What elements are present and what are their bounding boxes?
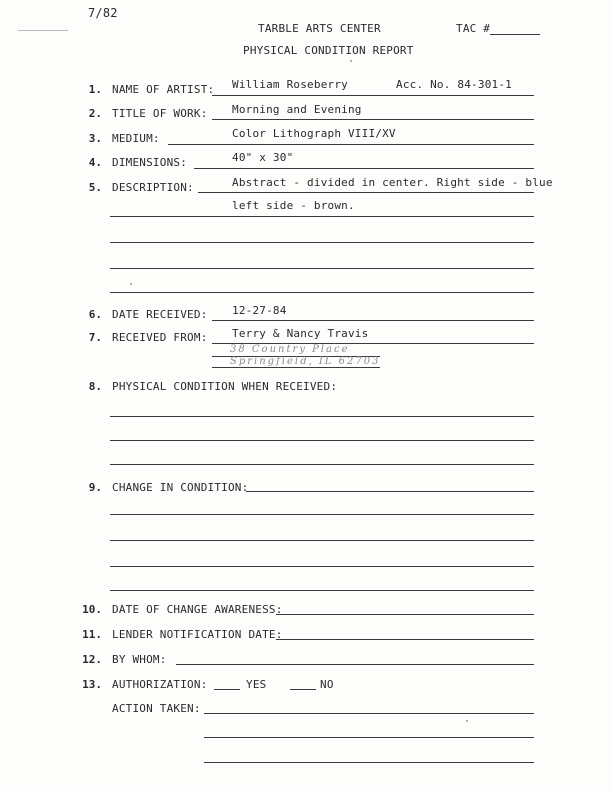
yes-checkbox-line[interactable] xyxy=(214,689,240,690)
date-received-value: 12-27-84 xyxy=(232,304,287,317)
field-label-title: TITLE OF WORK: xyxy=(112,107,208,120)
address-line-1: 38 Country Place xyxy=(230,344,350,355)
field-label-date-received: DATE RECEIVED: xyxy=(112,308,208,321)
field-number: 13. xyxy=(82,678,102,691)
field-number: 5. xyxy=(88,181,102,194)
field-number: 4. xyxy=(88,156,102,169)
medium-line[interactable] xyxy=(168,144,534,145)
description-line[interactable] xyxy=(198,192,534,193)
field-number: 3. xyxy=(88,132,102,145)
field-number: 6. xyxy=(88,308,102,321)
date-mark: 7/82 xyxy=(88,6,118,20)
org-name: TARBLE ARTS CENTER xyxy=(258,22,381,35)
condition-line[interactable] xyxy=(110,416,534,417)
field-number: 8. xyxy=(88,380,102,393)
no-checkbox-line[interactable] xyxy=(290,689,316,690)
date-received-line[interactable] xyxy=(212,320,534,321)
no-label: NO xyxy=(320,678,334,691)
change-line[interactable] xyxy=(246,491,534,492)
artist-line[interactable] xyxy=(212,95,534,96)
change-line[interactable] xyxy=(110,540,534,541)
field-number: 9. xyxy=(88,481,102,494)
field-label-change-awareness: DATE OF CHANGE AWARENESS: xyxy=(112,603,283,616)
field-label-authorization: AUTHORIZATION: xyxy=(112,678,208,691)
medium-value: Color Lithograph VIII/XV xyxy=(232,127,396,140)
field-label-dimensions: DIMENSIONS: xyxy=(112,156,188,169)
description-line[interactable] xyxy=(110,216,534,217)
dimensions-line[interactable] xyxy=(194,168,534,169)
field-number: 1. xyxy=(88,83,102,96)
field-number: 10. xyxy=(82,603,102,616)
description-line[interactable] xyxy=(110,268,534,269)
report-title: PHYSICAL CONDITION REPORT xyxy=(243,44,414,57)
description-line[interactable] xyxy=(110,242,534,243)
change-line[interactable] xyxy=(110,566,534,567)
dimensions-value: 40" x 30" xyxy=(232,151,294,164)
lender-notification-line[interactable] xyxy=(276,639,534,640)
action-line[interactable] xyxy=(204,737,534,738)
field-label-by-whom: BY WHOM: xyxy=(112,653,167,666)
tac-line[interactable] xyxy=(490,34,540,35)
field-label-change: CHANGE IN CONDITION: xyxy=(112,481,249,494)
change-line[interactable] xyxy=(110,514,534,515)
action-line[interactable] xyxy=(204,762,534,763)
field-label-artist: NAME OF ARTIST: xyxy=(112,83,215,96)
action-line[interactable] xyxy=(204,713,534,714)
accession-number: Acc. No. 84-301-1 xyxy=(396,78,512,91)
field-number: 7. xyxy=(88,331,102,344)
corner-rule xyxy=(18,30,68,31)
description-value-line1: Abstract - divided in center. Right side - blue xyxy=(232,176,553,189)
artist-value: William Roseberry xyxy=(232,78,348,91)
field-label-action-taken: ACTION TAKEN: xyxy=(112,702,201,715)
received-from-value: Terry & Nancy Travis xyxy=(232,327,369,340)
description-value-line2: left side - brown. xyxy=(232,199,355,212)
condition-line[interactable] xyxy=(110,464,534,465)
field-number: 2. xyxy=(88,107,102,120)
address-line[interactable] xyxy=(212,367,380,368)
yes-label: YES xyxy=(246,678,267,691)
field-label-condition-received: PHYSICAL CONDITION WHEN RECEIVED: xyxy=(112,380,338,393)
scan-speck xyxy=(466,720,468,722)
field-label-description: DESCRIPTION: xyxy=(112,181,194,194)
field-label-lender-notification: LENDER NOTIFICATION DATE: xyxy=(112,628,283,641)
tac-label: TAC # xyxy=(456,22,491,35)
address-line-2: Springfield, IL 62703 xyxy=(230,356,381,367)
change-line[interactable] xyxy=(110,590,534,591)
change-awareness-line[interactable] xyxy=(276,614,534,615)
scan-speck xyxy=(130,283,132,285)
by-whom-line[interactable] xyxy=(176,664,534,665)
field-label-received-from: RECEIVED FROM: xyxy=(112,331,208,344)
scan-speck xyxy=(350,60,352,62)
condition-line[interactable] xyxy=(110,440,534,441)
title-value: Morning and Evening xyxy=(232,103,362,116)
description-line[interactable] xyxy=(110,292,534,293)
title-line[interactable] xyxy=(212,119,534,120)
field-number: 12. xyxy=(82,653,102,666)
field-label-medium: MEDIUM: xyxy=(112,132,160,145)
field-number: 11. xyxy=(82,628,102,641)
